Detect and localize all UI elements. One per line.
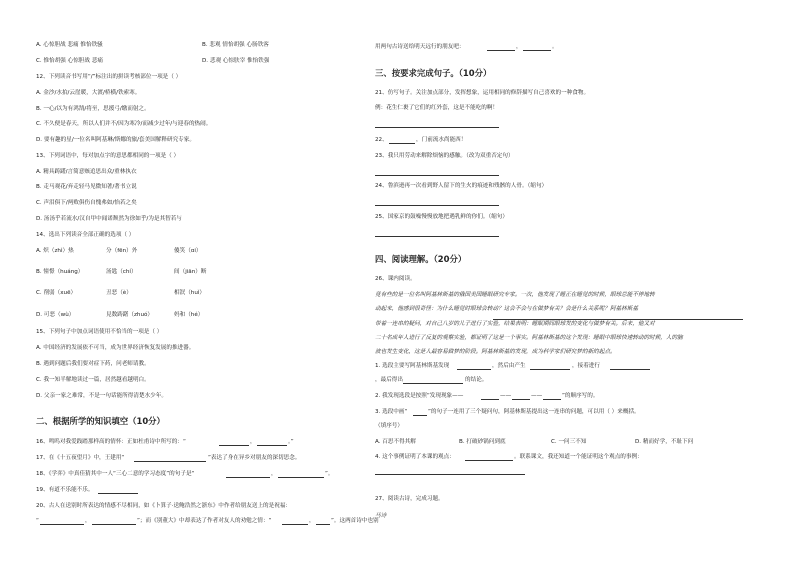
q16-blank-1[interactable]	[219, 445, 249, 446]
passage-line-3: 带着一连串的疑问，对自己八岁的儿子进行了实验，结果表明：睡眠期间眼球发的变化与做梦有关。后来，他又对	[375, 321, 655, 327]
s1-blank-3[interactable]	[610, 369, 650, 370]
section-4-heading: 四、阅读理解。（20分）	[375, 254, 467, 264]
q19-text: 19、有道不乐能不乐。	[36, 487, 94, 493]
q14-c-3: 相泯（huì）	[174, 290, 206, 296]
q14-c-1: C. 削弱（xuē）	[36, 290, 77, 296]
section-3-heading: 三、按要求完成句子。（10分）	[375, 68, 492, 78]
q20-text-b: ”；而《别董大》中却表达了作者对友人的劝勉之情：“	[137, 518, 272, 524]
q25-text: 25、国家京的鼓噪慢慢放地把遇乳鲜的你们。（缩句）	[375, 214, 508, 220]
q21-stem: 21、仿写句子。关注加点部分，发挥想象，运用相同的修辞描写自己喜欢的一种食物。	[375, 90, 590, 96]
q22-label: 22、	[375, 137, 388, 143]
q12-option-a: A. 金沙/水拍/云崖暖，大渡/桥横/铁索寒。	[36, 90, 141, 96]
q20-text-a: 20、古人在送别时所表达的情感不尽相同，如《卜算子·送鲍浩然之浙东》中作者给朋友送上的是祝福：	[36, 503, 292, 509]
q13-option-a: A. 精具踌躇/言简意赅追思出众/重林执衣	[36, 169, 137, 175]
q24-answer-line[interactable]	[375, 205, 499, 206]
q18-blank-1[interactable]	[226, 477, 270, 478]
q14-d-3: 妈和（hé）	[174, 312, 204, 318]
q12-option-b: B. 一心/以为有鸿鹄/将至，思援弓/缴而射之。	[36, 106, 150, 112]
s4-blank-1[interactable]	[465, 460, 513, 461]
s2-blank-1[interactable]	[481, 399, 499, 400]
s2-blank-2[interactable]	[512, 399, 530, 400]
q20-blank-1[interactable]	[40, 524, 84, 525]
passage-line-4: 二十名成年人进行了反复的观察实验，都证明了这是一个事实。阿基林斯基的这个发现：睡眠中眼球快速转动的时候，人的脑	[375, 335, 683, 341]
q18-text-a: 18、《学弈》中真佳猜其中一人“三心二意的学习态度”的句子是“	[36, 471, 195, 477]
passage-line-2: 动起来，他感到很奇怪：为什么睡觉时眼球会转动？这会不会与在做梦有关？会是什么关系呢？阿基林斯基	[375, 306, 638, 312]
q11-option-d: D. 悲观 心惊肤宰 惟怡铁强	[202, 58, 270, 64]
q11-option-b: B. 悲观 情怡胡强 心肠铁客	[202, 42, 269, 48]
s1-text-b: ，然后由产生	[492, 363, 526, 369]
q15-option-c: C. 我一知半解地读过一篇，居然越看越明白。	[36, 377, 150, 383]
s2-dash-2: ——	[531, 393, 543, 399]
q20-blank-4[interactable]	[316, 524, 330, 525]
q15-option-a: A. 中国经济的发展依不可当，成为世界经济恢复发展的推进器。	[36, 345, 195, 351]
q17-blank[interactable]	[134, 461, 206, 462]
s2-blank-3[interactable]	[543, 399, 561, 400]
s1-text-c: ，接着进行	[572, 363, 600, 369]
q11-option-c: C. 惟怡胡强 心惊胆战 悲痛	[36, 58, 103, 64]
s3-option-c: C. 一问三不知	[551, 439, 587, 445]
q20-text-c: ”。这两首诗中也别	[331, 518, 379, 524]
q14-a-2: 分（fēn）外	[106, 248, 138, 254]
q13-stem: 13、下列词语中，每对加点字的意思都相同的一项是（ ）	[36, 153, 180, 159]
poem-title: 马诗	[375, 513, 387, 519]
q14-a-3: 傻笑（ɑi）	[174, 248, 202, 254]
s1-text-a: 1. 选段主要写阿基林斯基发现	[375, 363, 450, 369]
s2-text-a: 2. 我发现选段是按照“发现现象——	[375, 393, 464, 399]
q25-answer-line[interactable]	[375, 236, 499, 237]
s3-option-a: A. 百思不得其解	[375, 439, 416, 445]
q12-stem: 12、下列读音书写用“/”标注出的拼读考核部位一项是（ ）	[36, 74, 182, 80]
q22-text: ，门前流水尚能西！	[416, 137, 467, 143]
top-blank-1[interactable]	[487, 50, 515, 51]
s1-text-d: ，最后得出	[375, 377, 403, 383]
q24-text: 24、鲁滨逊再一次看到野人留下的生火的痕迹和残骸的人骨。（缩句）	[375, 183, 548, 189]
q15-option-b: B. 遇到问题后我们要对症下药，问老师请教。	[36, 361, 150, 367]
q14-b-3: 间（jiān）断	[174, 269, 207, 275]
q27-text: 27、阅读古诗，完成习题。	[375, 496, 444, 502]
passage-question-underline	[493, 319, 743, 320]
q26-label: 26、课内阅读。	[375, 276, 416, 282]
q13-option-b: B. 走马观花/弃走轻马见微知著/著书立说	[36, 184, 137, 190]
q14-stem: 14、选出下列读音全部正确的选项（ ）	[36, 232, 135, 238]
q12-option-d: D. 要有趣的星/一位名叫阿基琳/斯娜的旅/套美国解释研究专家。	[36, 137, 195, 143]
s2-text-d: ”的顺序写的。	[562, 393, 599, 399]
q17-text-b: ”表达了身在异乡对朋友的深切思念。	[208, 455, 301, 461]
q20-blank-2[interactable]	[92, 524, 136, 525]
q14-b-1: B. 憧憬（huáng）	[36, 269, 84, 275]
q14-b-2: 汤匙（chí）	[106, 269, 137, 275]
s3-option-b: B. 打破砂锅问到底	[459, 439, 506, 445]
q21-example: 例：花生仁裹了它们的红外套，这是不能吃的啊！	[375, 105, 499, 111]
top-blank-2[interactable]	[523, 50, 551, 51]
s2-dash-1: ——	[500, 393, 512, 399]
q17-text-a: 17、在《十五夜望月》中，王建用“	[36, 455, 125, 461]
q18-text-b: ”。	[325, 471, 334, 477]
q15-option-d: D. 父亲一家之难常，不是一句话能所得清楚水少年。	[36, 393, 167, 399]
s3-text-c: （填序号）	[375, 423, 403, 429]
q14-d-2: 見数踌躇（zhuó）	[106, 312, 154, 318]
s1-blank-1[interactable]	[457, 369, 491, 370]
s3-blank	[413, 415, 427, 416]
q14-a-1: A. 炽（zhì）热	[36, 248, 74, 254]
q13-option-c: C. 声泪俱下/两败俱伤自愧弗如/怡若之矣	[36, 200, 137, 206]
q23-text: 23、我只用劳动来解除烦恼的感触。（改为双重否定句）	[375, 153, 514, 159]
q16-blank-2[interactable]	[257, 445, 287, 446]
s1-blank-2[interactable]	[530, 369, 570, 370]
q13-option-d: D. 汤汤乎若流水/汉自甲中闻诺颓然为徐如乎/为是其智若与	[36, 216, 182, 222]
passage-line-5: 波也发生变化，这是人最容易做梦的阶段。阿基林斯基的发现，成为科学家们研究梦的新的起点。	[375, 349, 616, 355]
s1-text-e: 的结论。	[465, 377, 488, 383]
s3-text-a: 3. 选段中画“	[375, 409, 408, 415]
q18-blank-2[interactable]	[278, 477, 324, 478]
s4-blank-2[interactable]	[375, 474, 525, 475]
q11-option-a: A. 心惊胆战 悲痛 惟怡铁骚	[36, 42, 103, 48]
s3-text-b: ”的句子一连用了三个疑问句，阿基林斯基提出这一连串的问题，可以用（ ）来概括。	[428, 409, 640, 415]
q16-text: 16、鸣呜对我爱践踏那样高的情怀：正如杜甫诗中所写的：“	[36, 439, 186, 445]
s4-text-b: 。联系课文，我还知道一个能证明这个观点的事例：	[514, 454, 643, 460]
q22-blank[interactable]	[389, 143, 415, 144]
q19-blank[interactable]	[98, 493, 138, 494]
s3-option-d: D. 精而好学，不耻下问	[635, 439, 694, 445]
q23-answer-line[interactable]	[375, 175, 499, 176]
top-line: 用两句古诗送给明天远行的朋友吧：	[375, 44, 465, 50]
q15-stem: 15、下列句子中加点词语使用不恰当的一项是（ ）	[36, 329, 163, 335]
q12-option-c: C. 不久便是春天，所以人们并不/因为寒冷/而减少过年/与迎春的热闹。	[36, 121, 212, 127]
q21-answer-line[interactable]	[375, 127, 499, 128]
s4-text-a: 4. 这个事例证明了本课的观点：	[375, 454, 455, 460]
q20-blank-3[interactable]	[282, 524, 308, 525]
q14-c-2: 丑恶（è）	[106, 290, 132, 296]
section-2-heading: 二、根据所学的知识填空（10分）	[36, 416, 165, 426]
passage-line-1: 竟有些的是一位名叫阿基林斯基的俄国美国睡眠研究专家。一次，他发现了睡正在睡觉的时候，眼球总能不停地转	[375, 292, 655, 298]
s1-blank-4[interactable]	[403, 383, 463, 384]
q14-d-1: D. 可恶（wù）	[36, 312, 75, 318]
